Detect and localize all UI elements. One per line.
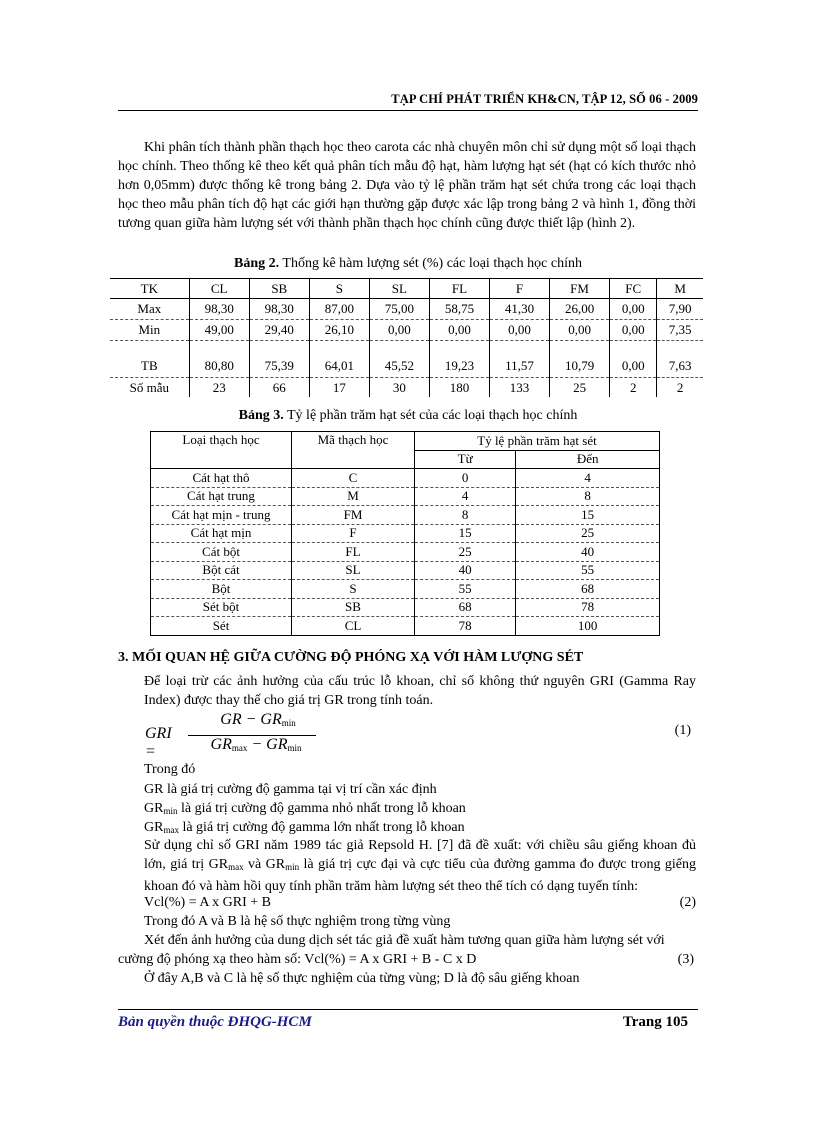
table2-cell: 7,35 <box>657 320 703 341</box>
table2-row-average <box>110 341 703 378</box>
table3-cell: 4 <box>516 469 660 488</box>
table2-cell: 0,00 <box>429 320 489 341</box>
table2-cell: 2 <box>610 378 657 398</box>
table3-cell: C <box>292 469 415 488</box>
table3-cell: Bột cát <box>151 561 292 580</box>
table3-row <box>151 506 660 525</box>
table2-header-cell: CL <box>189 279 249 299</box>
table2-header-cell: SB <box>249 279 309 299</box>
table3-row <box>151 524 660 543</box>
table3-row <box>151 561 660 580</box>
formula-den-sub2: min <box>287 743 302 753</box>
table3-cell: SL <box>292 561 415 580</box>
table2-header-cell: S <box>309 279 369 299</box>
table2-cell: 49,00 <box>189 320 249 341</box>
table3-cell: Sét <box>151 617 292 636</box>
header-divider <box>118 110 698 111</box>
journal-header: TẠP CHÍ PHÁT TRIỂN KH&CN, TẬP 12, SỐ 06 - 2009 <box>391 92 698 106</box>
table3-cell: 8 <box>415 506 516 525</box>
table2-cell: 0,00 <box>610 341 657 378</box>
paragraph-gri-intro: Để loại trừ các ảnh hưởng của cấu trúc lỗ khoan, chỉ số không thứ nguyên GRI (Gamma Ray Index) được thay thế cho giá trị GR trong tính toán. <box>144 674 696 708</box>
table2-cell: 64,01 <box>309 341 369 378</box>
table2-cell: 30 <box>369 378 429 398</box>
paragraph-repsold <box>118 836 696 896</box>
table2-cell: 23 <box>189 378 249 398</box>
table3-cell: Sét bột <box>151 598 292 617</box>
equation-number-2: (2) <box>679 895 696 910</box>
table2-row-max <box>110 299 703 320</box>
table2-cell: Số mẫu <box>110 378 189 398</box>
section-title: 3. MỐI QUAN HỆ GIỮA CƯỜNG ĐỘ PHÓNG XẠ VỚI HÀM LƯỢNG SÉT <box>118 650 584 665</box>
table2-cell: 0,00 <box>489 320 549 341</box>
table3-row <box>151 487 660 506</box>
table2-header-cell: SL <box>369 279 429 299</box>
table2-cell: 0,00 <box>610 299 657 320</box>
table3-cell: CL <box>292 617 415 636</box>
def3-a: GR <box>144 820 164 835</box>
table3-clay-percentage <box>150 431 660 636</box>
table3-cell: M <box>292 487 415 506</box>
table2-header-cell: M <box>657 279 703 299</box>
table2-row-min <box>110 320 703 341</box>
equation-number-3: (3) <box>677 952 694 967</box>
equation-3 <box>118 950 696 969</box>
table3-row <box>151 617 660 636</box>
table2-cell: 0,00 <box>550 320 610 341</box>
table2-caption-text: Thống kê hàm lượng sét (%) các loại thạch học chính <box>279 256 582 271</box>
table3-row <box>151 543 660 562</box>
table3-cell: 15 <box>415 524 516 543</box>
footer-copyright: Bản quyền thuộc ĐHQG-HCM <box>118 1014 312 1030</box>
table3-header-to: Đến <box>516 450 660 469</box>
table2-caption <box>118 256 698 272</box>
table2-caption-label: Bảng 2. <box>234 256 280 271</box>
table2-row-sample-count <box>110 378 703 398</box>
table3-row <box>151 469 660 488</box>
definition-gr: GR là giá trị cường độ gamma tại vị trí cần xác định <box>144 782 437 797</box>
table3-cell: Cát hạt mịn <box>151 524 292 543</box>
p2-sub2: min <box>285 862 300 872</box>
table2-cell: 29,40 <box>249 320 309 341</box>
p2-sub1: max <box>228 862 244 872</box>
table3-cell: 68 <box>415 598 516 617</box>
def3-b: là giá trị cường độ gamma lớn nhất trong lỗ khoan <box>178 820 465 835</box>
table3-caption <box>118 408 698 424</box>
table2-cell: 7,63 <box>657 341 703 378</box>
table3-cell: 55 <box>516 561 660 580</box>
table3-cell: 68 <box>516 580 660 599</box>
table2-cell: 87,00 <box>309 299 369 320</box>
table2-cell: 66 <box>249 378 309 398</box>
table3-cell: 40 <box>415 561 516 580</box>
p2-b: và GR <box>243 857 286 872</box>
footer-divider <box>118 1009 698 1010</box>
table2-header-cell: FM <box>550 279 610 299</box>
def3-sub: max <box>163 825 179 835</box>
p2-c: là giá trị cực đại và cực tiểu của đường gamma đo được trong giếng khoan đó và hàm hồi quy tính phần trăm hàm lượng sét theo thể tích có dạng tuyến tính: <box>144 857 696 894</box>
table3-header-range: Tỷ lệ phần trăm hạt sét <box>415 432 660 451</box>
table2-cell: 26,10 <box>309 320 369 341</box>
table3-cell: FM <box>292 506 415 525</box>
table3-cell: Cát hạt mịn - trung <box>151 506 292 525</box>
paragraph-mud-effect: Xét đến ảnh hưởng của dung dịch sét tác giả đề xuất hàm tương quan giữa hàm lượng sét với <box>144 933 665 948</box>
table3-cell: Cát hạt trung <box>151 487 292 506</box>
table2-cell: 58,75 <box>429 299 489 320</box>
table3-cell: 4 <box>415 487 516 506</box>
table3-cell: S <box>292 580 415 599</box>
table2-cell: 45,52 <box>369 341 429 378</box>
table2-cell: 0,00 <box>610 320 657 341</box>
table2-cell: 19,23 <box>429 341 489 378</box>
table2-cell: 180 <box>429 378 489 398</box>
table3-header-type: Loại thạch học <box>151 432 292 469</box>
intro-paragraph: Khi phân tích thành phần thạch học theo carota các nhà chuyên môn chỉ sử dụng một số loại thạch học chính. Theo thống kê theo kết quả phân tích mẫu độ hạt, hàm lượng hạt sét (hạt có kích thước nhỏ hơn 0,05mm) được thống kê trong bảng 2. Dựa vào tỷ lệ phần trăm hạt sét chứa trong các loại thạch học theo mẫu phân tích độ hạt các giới hạn thường gặp được xác lập trong bảng 2 và hình 1, đồng thời tương quan giữa hàm lượng sét với thành phần thạch học chính cũng được thiết lập (hình 2). <box>118 140 696 231</box>
table2-cell: 2 <box>657 378 703 398</box>
table3-cell: 100 <box>516 617 660 636</box>
table2-cell: 133 <box>489 378 549 398</box>
equation-3-text: cường độ phóng xạ theo hàm số: Vcl(%) = A x GRI + B - C x D <box>118 952 477 967</box>
table3-cell: 0 <box>415 469 516 488</box>
p2-a: Sử dụng chỉ số GRI năm 1989 tác giả Repsold H. [7] đã đề xuất: với chiều sâu giếng khoan đủ lớn, giá trị GR <box>144 838 696 872</box>
table2-header-cell: F <box>489 279 549 299</box>
table2-cell: 11,57 <box>489 341 549 378</box>
table2-cell: 0,00 <box>369 320 429 341</box>
table2-cell: 26,00 <box>550 299 610 320</box>
table2-cell: 25 <box>550 378 610 398</box>
table2-cell: 41,30 <box>489 299 549 320</box>
table2-header-cell: TK <box>110 279 189 299</box>
table3-cell: 25 <box>516 524 660 543</box>
table2-cell: 98,30 <box>249 299 309 320</box>
table3-cell: 40 <box>516 543 660 562</box>
paragraph-depth: Ở đây A,B và C là hệ số thực nghiệm của từng vùng; D là độ sâu giếng khoan <box>144 971 580 986</box>
table3-header-code: Mã thạch học <box>292 432 415 469</box>
formula-den-b: − GR <box>247 736 288 753</box>
table3-cell: Cát bột <box>151 543 292 562</box>
equation-2 <box>118 893 696 912</box>
table2-header-cell: FC <box>610 279 657 299</box>
table2-cell: 7,90 <box>657 299 703 320</box>
table3-header-row <box>151 432 660 451</box>
table2-cell: 98,30 <box>189 299 249 320</box>
table2-cell: 75,00 <box>369 299 429 320</box>
table3-cell: Cát hạt thô <box>151 469 292 488</box>
def2-b: là giá trị cường độ gamma nhỏ nhất trong lỗ khoan <box>177 801 466 816</box>
table3-cell: 25 <box>415 543 516 562</box>
table3-cell: 55 <box>415 580 516 599</box>
table2-header-row <box>110 279 703 299</box>
formula-numerator-text: GR − GR <box>220 711 282 728</box>
equation-2-text: Vcl(%) = A x GRI + B <box>144 895 272 910</box>
where-label: Trong đó <box>144 762 196 777</box>
table3-cell: 8 <box>516 487 660 506</box>
table3-cell: 78 <box>516 598 660 617</box>
formula-numerator-sub: min <box>281 718 296 728</box>
table2-cell: 75,39 <box>249 341 309 378</box>
table2-clay-statistics <box>110 278 703 397</box>
table2-cell: TB <box>110 341 189 378</box>
table3-cell: SB <box>292 598 415 617</box>
table3-row <box>151 598 660 617</box>
table3-header-from: Từ <box>415 450 516 469</box>
table3-cell: Bột <box>151 580 292 599</box>
table2-cell: 17 <box>309 378 369 398</box>
table3-cell: 15 <box>516 506 660 525</box>
table3-caption-text: Tỷ lệ phần trăm hạt sét của các loại thạch học chính <box>283 408 578 423</box>
table2-cell: Max <box>110 299 189 320</box>
paragraph-coefficients: Trong đó A và B là hệ số thực nghiệm trong từng vùng <box>144 914 451 929</box>
table3-cell: FL <box>292 543 415 562</box>
table3-row <box>151 580 660 599</box>
table3-cell: 78 <box>415 617 516 636</box>
equation-number-1: (1) <box>674 723 691 738</box>
table2-cell: 10,79 <box>550 341 610 378</box>
table2-cell: 80,80 <box>189 341 249 378</box>
table3-cell: F <box>292 524 415 543</box>
table3-caption-label: Bảng 3. <box>238 408 284 423</box>
footer-page-number: Trang 105 <box>622 1014 688 1030</box>
formula-den-a: GR <box>210 736 232 753</box>
def2-sub: min <box>163 806 178 816</box>
formula-lhs: GRI = <box>145 725 172 760</box>
formula-den-sub1: max <box>231 743 248 753</box>
table2-cell: Min <box>110 320 189 341</box>
def2-a: GR <box>144 801 164 816</box>
table2-header-cell: FL <box>429 279 489 299</box>
